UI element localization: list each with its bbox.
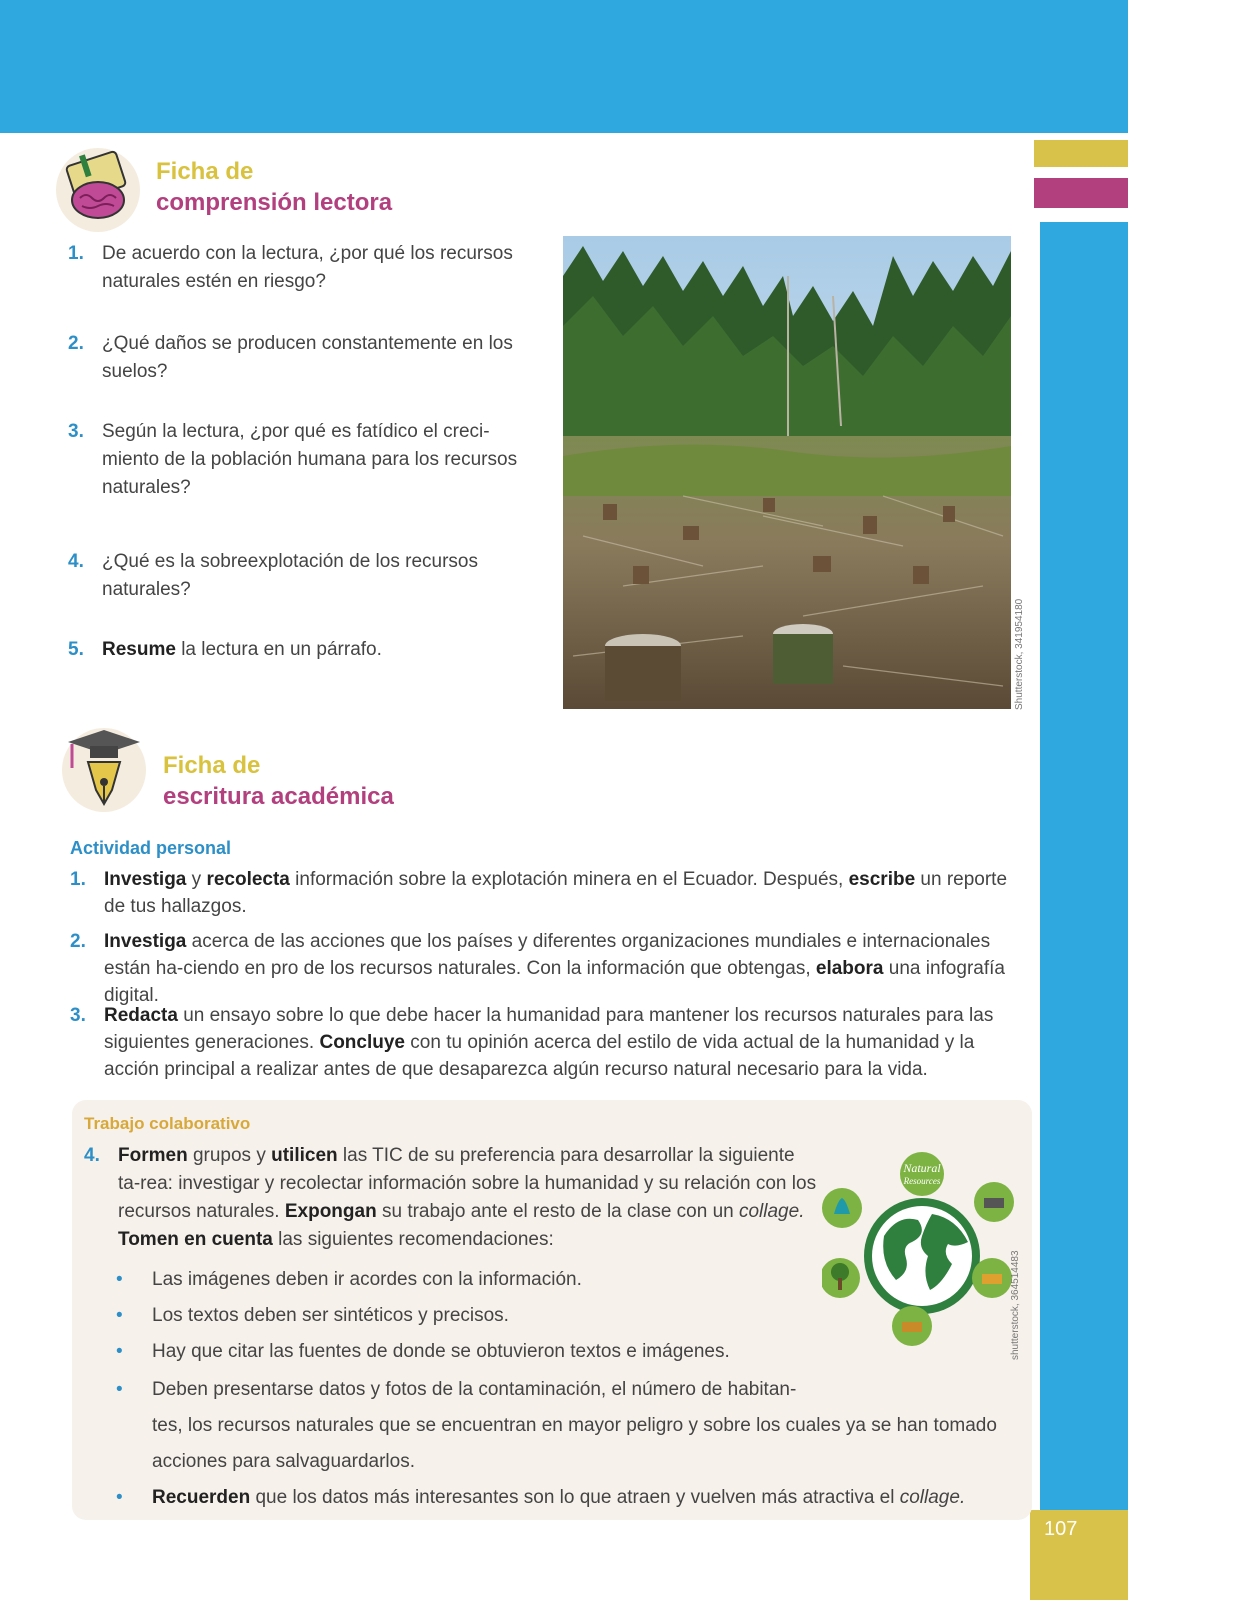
text-run: las siguientes recomendaciones: — [272, 1229, 554, 1250]
text-run: información sobre la explotación minera en el Ecuador. Después, — [289, 869, 849, 890]
side-magenta-tab — [1034, 178, 1128, 208]
recommendation-continuation — [116, 1444, 415, 1480]
italic-word: collage. — [738, 1201, 805, 1222]
brain-book-icon — [56, 148, 140, 232]
recommendation-item — [116, 1262, 582, 1298]
photo-credit: Shutterstock, 341954180 — [1014, 598, 1025, 710]
side-yellow-tab — [1034, 140, 1128, 167]
reading-question — [68, 548, 558, 604]
recommendation-text — [116, 1480, 965, 1516]
writing-title-line1: Ficha de — [163, 752, 261, 779]
bullet: • — [116, 1379, 123, 1400]
emphasized-verb: Investiga — [104, 869, 187, 890]
activity-item — [70, 1002, 1030, 1083]
collaborative-label: Trabajo colaborativo — [84, 1114, 251, 1133]
natural-resources-graphic — [822, 1148, 1022, 1368]
reading-section-title — [156, 156, 392, 218]
recommendation-text: Hay que citar las fuentes de donde se obtuvieron textos e imágenes. — [152, 1341, 730, 1362]
activity-item — [70, 866, 1030, 920]
text-run: las TIC de su preferencia para desarrollar la siguiente ta-rea: investigar y recolectar información sobre la humanidad y su relación con los recursos naturales. — [118, 1145, 817, 1222]
recommendation-continuation — [116, 1408, 1036, 1444]
question-text: ¿Qué es la sobreexplotación de los recursos naturales? — [102, 551, 478, 600]
question-text — [68, 636, 538, 664]
activity-text — [70, 866, 1030, 920]
recommendation-item — [116, 1372, 796, 1408]
recommendation-text: Los textos deben ser sintéticos y precisos. — [152, 1305, 509, 1326]
activity-text — [70, 928, 1030, 1009]
bullet: • — [116, 1269, 123, 1290]
activity-label: Actividad personal — [70, 838, 232, 858]
activity-number: 3. — [70, 1005, 86, 1026]
emphasized-verb: recolecta — [206, 869, 290, 890]
emphasized-verb: Expongan — [284, 1201, 377, 1222]
deforestation-photo — [563, 236, 1011, 709]
question-text: De acuerdo con la lectura, ¿por qué los recursos naturales estén en riesgo? — [102, 243, 513, 292]
top-color-band — [0, 0, 1128, 133]
question-rest: la lectura en un párrafo. — [175, 639, 382, 660]
reading-title-line1: Ficha de — [156, 158, 254, 185]
text-run: un ensayo sobre lo que debe hacer la humanidad para mantener los recursos naturales para las siguientes generaciones. — [104, 1005, 994, 1053]
question-number: 1. — [68, 243, 84, 264]
emphasized-verb: utilicen — [271, 1145, 338, 1166]
reading-question — [68, 418, 538, 502]
text-run: con tu opinión acerca del estilo de vida actual de la humanidad y la acción principal a realizar antes de que desaparezca algún recurso natural necesario para la vida. — [104, 1032, 975, 1080]
recommendation-item — [116, 1334, 730, 1370]
collaborative-number: 4. — [84, 1145, 100, 1166]
bullet: • — [116, 1305, 123, 1326]
text-run: grupos y — [187, 1145, 272, 1166]
question-text: ¿Qué daños se producen constantemente en los suelos? — [102, 333, 513, 382]
emphasized-verb: Formen — [118, 1145, 188, 1166]
recommendation-text: Deben presentarse datos y fotos de la contaminación, el número de habitan- — [152, 1379, 797, 1400]
recommendation-italic: collage. — [899, 1487, 966, 1508]
emphasized-verb: Tomen en cuenta — [118, 1229, 273, 1250]
text-run: acerca de las acciones que los países y diferentes organizaciones mundiales e internacionales están ha-ciendo en pro de los recursos naturales. Con la información que obtengas, — [104, 931, 991, 979]
bullet: • — [116, 1487, 123, 1508]
graduation-pen-icon — [62, 728, 146, 812]
question-number: 3. — [68, 421, 84, 442]
text-run: su trabajo ante el resto de la clase con un — [376, 1201, 739, 1222]
recommendation-item — [116, 1480, 965, 1516]
question-text: Según la lectura, ¿por qué es fatídico el creci-miento de la población humana para los recursos naturales? — [102, 421, 518, 498]
text-run: un reporte de tus hallazgos. — [104, 869, 1008, 917]
text-run: y — [186, 869, 207, 890]
emphasized-verb: elabora — [815, 958, 884, 979]
page-number: 107 — [1044, 1518, 1078, 1540]
reading-question — [68, 330, 538, 386]
reading-question — [68, 240, 538, 296]
question-number: 5. — [68, 639, 84, 660]
side-blue-bar — [1040, 222, 1128, 1512]
activity-text — [70, 1002, 1030, 1083]
graphic-credit: shutterstock, 364514483 — [1010, 1250, 1021, 1360]
activity-number: 2. — [70, 931, 86, 952]
recommendation-text: acciones para salvaguardarlos. — [152, 1451, 415, 1472]
activity-number: 1. — [70, 869, 86, 890]
graphic-label-line2: Resources — [903, 1176, 941, 1186]
writing-title-line2: escritura académica — [163, 783, 394, 810]
text-run: una infografía digital. — [104, 958, 1005, 1006]
question-number: 2. — [68, 333, 84, 354]
writing-section-title — [163, 750, 394, 812]
recommendation-item — [116, 1298, 509, 1334]
question-number: 4. — [68, 551, 84, 572]
question-verb: Resume — [102, 639, 176, 660]
reading-question — [68, 636, 538, 664]
emphasized-verb: escribe — [848, 869, 916, 890]
recommendation-rest: que los datos más interesantes son lo que atraen y vuelven más atractiva el — [250, 1487, 900, 1508]
graphic-label-line1: Natural — [903, 1161, 941, 1175]
emphasized-verb: Investiga — [104, 931, 187, 952]
reading-title-line2: comprensión lectora — [156, 189, 393, 216]
emphasized-verb: Redacta — [104, 1005, 178, 1026]
recommendation-text: tes, los recursos naturales que se encuentran en mayor peligro y sobre los cuales ya se han tomado — [152, 1415, 997, 1436]
recommendation-verb: Recuerden — [152, 1487, 251, 1508]
bullet: • — [116, 1341, 123, 1362]
emphasized-verb: Concluye — [319, 1032, 406, 1053]
collaborative-text — [84, 1142, 822, 1254]
activity-item — [70, 928, 1030, 1009]
collaborative-item — [84, 1142, 822, 1254]
recommendation-text: Las imágenes deben ir acordes con la información. — [152, 1269, 582, 1290]
